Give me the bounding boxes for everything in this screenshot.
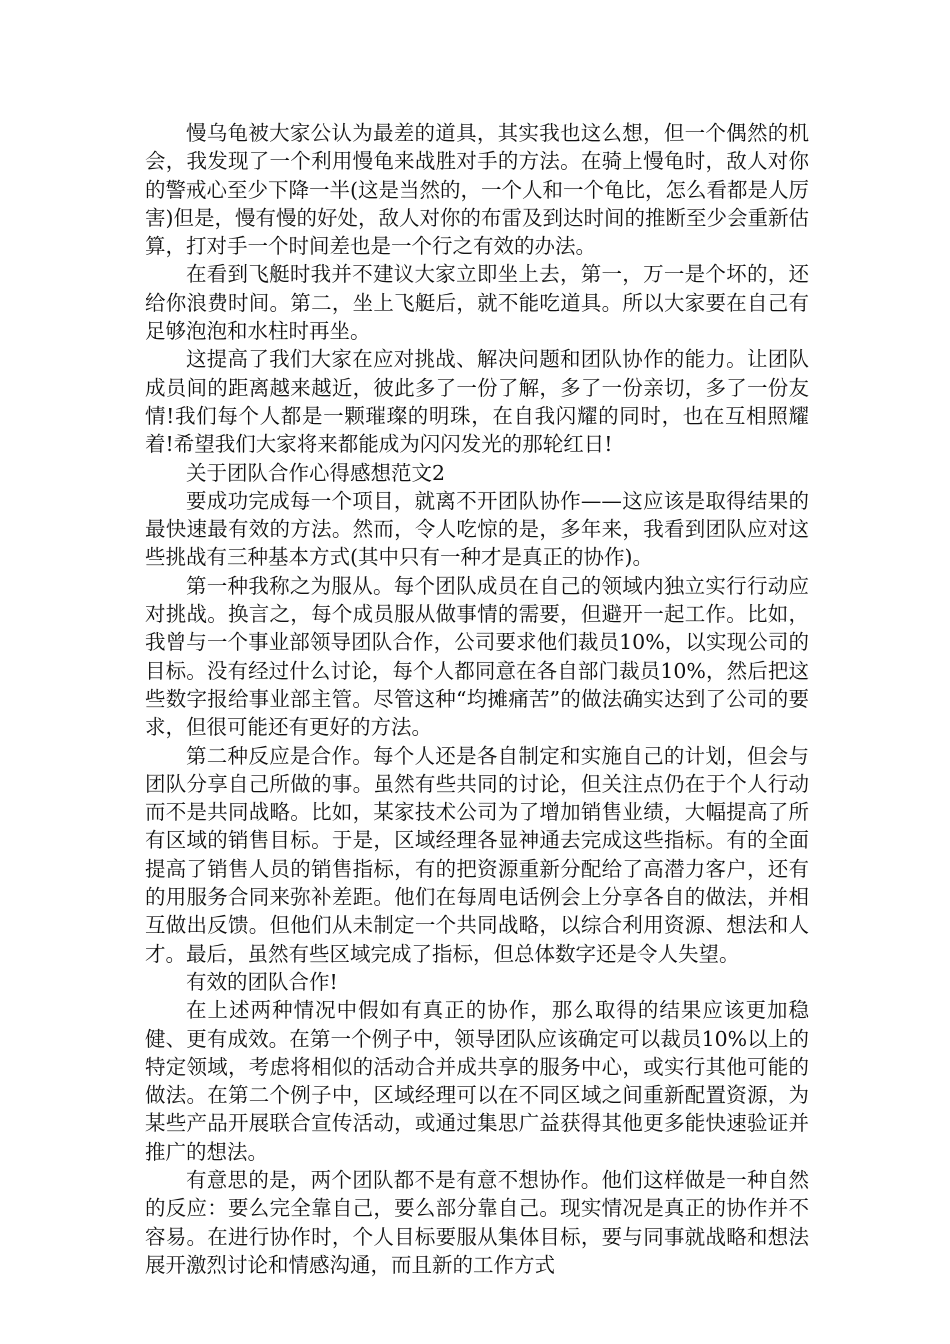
paragraph-true-collaboration: 在上述两种情况中假如有真正的协作，那么取得的结果应该更加稳健、更有成效。在第一个例子中，领导团队应该确定可以裁员10%以上的特定领域，考虑将相似的活动合并成共享的服务中心，或实行其他可能的做法。在第二个例子中，区域经理可以在不同区域之间重新配置资源，为某些产品开展联合宣传活动，或通过集思广益获得其他更多能快速验证并推广的想法。 — [145, 998, 809, 1164]
section-heading-effective-teamwork: 有效的团队合作! — [186, 969, 338, 994]
section-heading-essay-2: 关于团队合作心得感想范文2 — [186, 460, 446, 485]
paragraph-slow-turtle: 慢乌龟被大家公认为最差的道具，其实我也这么想，但一个偶然的机会，我发现了一个利用慢龟来战胜对手的方法。在骑上慢龟时，敌人对你的警戒心至少下降一半(这是当然的，一个人和一个龟比，怎么看都是人厉害)但是，慢有慢的好处，敌人对你的布雷及到达时间的推断至少会重新估算，打对手一个时间差也是一个行之有效的办法。 — [145, 121, 809, 259]
paragraph-three-ways: 要成功完成每一个项目，就离不开团队协作——这应该是取得结果的最快速最有效的方法。然而，令人吃惊的是，多年来，我看到团队应对这些挑战有三种基本方式(其中只有一种才是真正的协作)。 — [145, 488, 809, 570]
paragraph-airship: 在看到飞艇时我并不建议大家立即坐上去，第一，万一是个坏的，还给你浪费时间。第二，坐上飞艇后，就不能吃道具。所以大家要在自己有足够泡泡和水柱时再坐。 — [145, 262, 809, 344]
paragraph-cooperation: 第二种反应是合作。每个人还是各自制定和实施自己的计划，但会与团队分享自己所做的事。虽然有些共同的讨论，但关注点仍在于个人行动而不是共同战略。比如，某家技术公司为了增加销售业绩，大幅提高了所有区域的销售目标。于是，区域经理各显神通去完成这些指标。有的全面提高了销售人员的销售指标，有的把资源重新分配给了高潜力客户，还有的用服务合同来弥补差距。他们在每周电话例会上分享各自的做法，并相互做出反馈。但他们从未制定一个共同战略，以综合利用资源、想法和人才。最后，虽然有些区域完成了指标，但总体数字还是令人失望。 — [145, 743, 809, 966]
document-body — [145, 119, 809, 1279]
paragraph-interesting-fact: 有意思的是，两个团队都不是有意不想协作。他们这样做是一种自然的反应：要么完全靠自己，要么部分靠自己。现实情况是真正的协作并不容易。在进行协作时，个人目标要服从集体目标，要与同事就战略和想法展开激烈讨论和情感沟通，而且新的工作方式 — [145, 1167, 809, 1277]
paragraph-obedience: 第一种我称之为服从。每个团队成员在自己的领域内独立实行行动应对挑战。换言之，每个成员服从做事情的需要，但避开一起工作。比如，我曾与一个事业部领导团队合作，公司要求他们裁员10%，以实现公司的目标。没有经过什么讨论，每个人都同意在各自部门裁员10%，然后把这些数字报给事业部主管。尽管这种“均摊痛苦”的做法确实达到了公司的要求，但很可能还有更好的方法。 — [145, 573, 809, 740]
paragraph-team-ability: 这提高了我们大家在应对挑战、解决问题和团队协作的能力。让团队成员间的距离越来越近，彼此多了一份了解，多了一份亲切，多了一份友情!我们每个人都是一颗璀璨的明珠，在自我闪耀的同时，也在互相照耀着!希望我们大家将来都能成为闪闪发光的那轮红日! — [145, 347, 809, 457]
